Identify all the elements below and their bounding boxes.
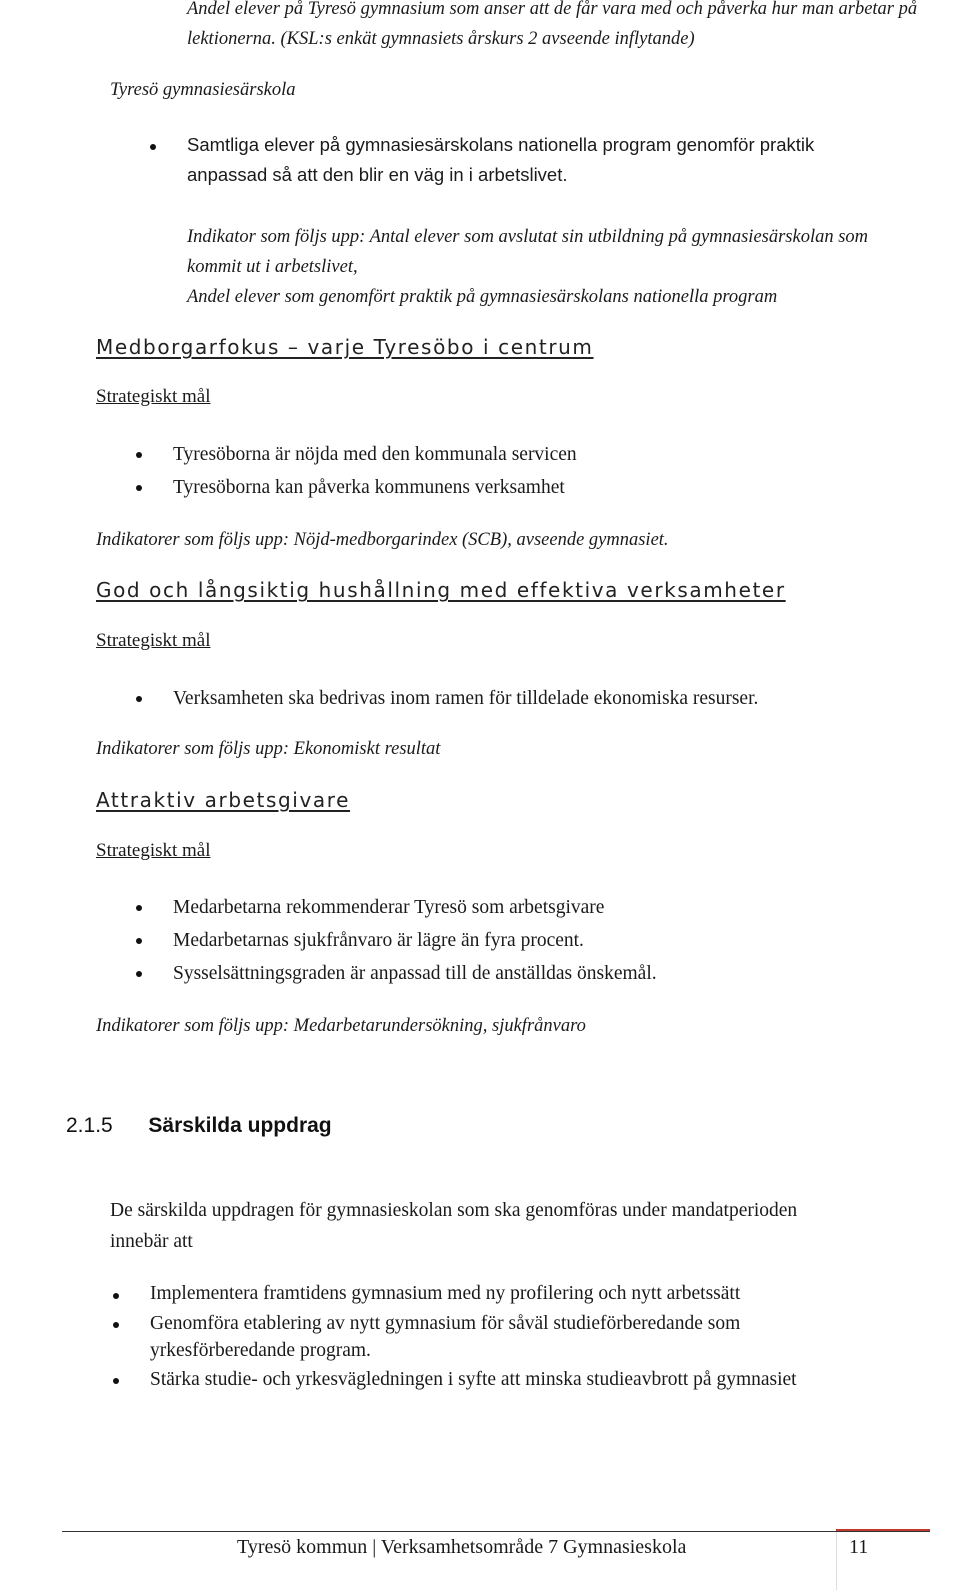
section-number: 2.1.5 (66, 1114, 113, 1137)
intro-line-2: innebär att (110, 1231, 193, 1252)
section215-bullet-list (150, 1279, 930, 1396)
gymnasiesarskola-label: Tyresö gymnasiesärskola (110, 80, 296, 100)
bullet-line-1: Samtliga elever på gymnasiesärskolans nationella program genomför praktik (187, 134, 815, 155)
top-continuation (187, 0, 957, 54)
strategiskt-mal-label: Strategiskt mål (96, 386, 211, 407)
top-line-1: Andel elever på Tyresö gymnasium som anser att de får vara med och påverka hur man arbetar på (187, 0, 918, 19)
gymsar-bullet-list (187, 130, 927, 190)
page-number: 11 (849, 1536, 869, 1558)
section2-indicator: Indikatorer som följs upp: Ekonomiskt resultat (96, 739, 441, 759)
bullet-line-2: yrkesförberedande program. (150, 1340, 371, 1361)
section215-intro (110, 1195, 930, 1257)
list-item: Stärka studie- och yrkesvägledningen i syfte att minska studieavbrott på gymnasiet (150, 1364, 930, 1396)
indicator-line-3: Andel elever som genomfört praktik på gymnasiesärskolans nationella program (187, 287, 778, 307)
list-item: Tyresöborna är nöjda med den kommunala servicen (173, 438, 913, 471)
section3-bullet-list (173, 891, 933, 990)
indicator-line-2: kommit ut i arbetslivet, (187, 257, 358, 277)
list-item: Medarbetarna rekommenderar Tyresö som arbetsgivare (173, 891, 933, 924)
section2-bullet-list (173, 682, 933, 715)
list-item: Medarbetarnas sjukfrånvaro är lägre än fyra procent. (173, 924, 933, 957)
footer-separator (836, 1532, 837, 1590)
section1-bullet-list (173, 438, 913, 504)
list-item (150, 1308, 930, 1364)
section-2-1-5-heading (66, 1114, 332, 1138)
list-item: Sysselsättningsgraden är anpassad till de anställdas önskemål. (173, 957, 933, 990)
section-heading-medborgarfokus: Medborgarfokus – varje Tyresöbo i centrum (96, 335, 594, 359)
section-heading-attraktiv-arbetsgivare: Attraktiv arbetsgivare (96, 788, 351, 812)
list-item (187, 130, 927, 190)
list-item: Tyresöborna kan påverka kommunens verksamhet (173, 471, 913, 504)
intro-line-1: De särskilda uppdragen för gymnasieskolan som ska genomföras under mandatperioden (110, 1200, 798, 1221)
section-title: Särskilda uppdrag (148, 1114, 332, 1137)
footer-text: Tyresö kommun | Verksamhetsområde 7 Gymnasieskola (237, 1536, 687, 1558)
strategiskt-mal-label: Strategiskt mål (96, 840, 211, 861)
gymsar-indicator (187, 222, 927, 312)
list-item: Verksamheten ska bedrivas inom ramen för tilldelade ekonomiska resurser. (173, 682, 933, 715)
top-line-2: lektionerna. (KSL:s enkät gymnasiets årskurs 2 avseende inflytande) (187, 29, 695, 49)
footer-divider (62, 1531, 930, 1532)
bullet-line-2: anpassad så att den blir en väg in i arbetslivet. (187, 164, 568, 185)
indicator-line-1: Indikator som följs upp: Antal elever som avslutat sin utbildning på gymnasiesärskolan som (187, 227, 869, 247)
section3-indicator: Indikatorer som följs upp: Medarbetarundersökning, sjukfrånvaro (96, 1016, 586, 1036)
strategiskt-mal-label: Strategiskt mål (96, 630, 211, 651)
list-item: Implementera framtidens gymnasium med ny profilering och nytt arbetssätt (150, 1279, 930, 1308)
bullet-line-1: Genomföra etablering av nytt gymnasium för såväl studieförberedande som (150, 1313, 741, 1334)
section1-indicator: Indikatorer som följs upp: Nöjd-medborgarindex (SCB), avseende gymnasiet. (96, 530, 669, 550)
section-heading-hushallning: God och långsiktig hushållning med effektiva verksamheter (96, 578, 786, 602)
